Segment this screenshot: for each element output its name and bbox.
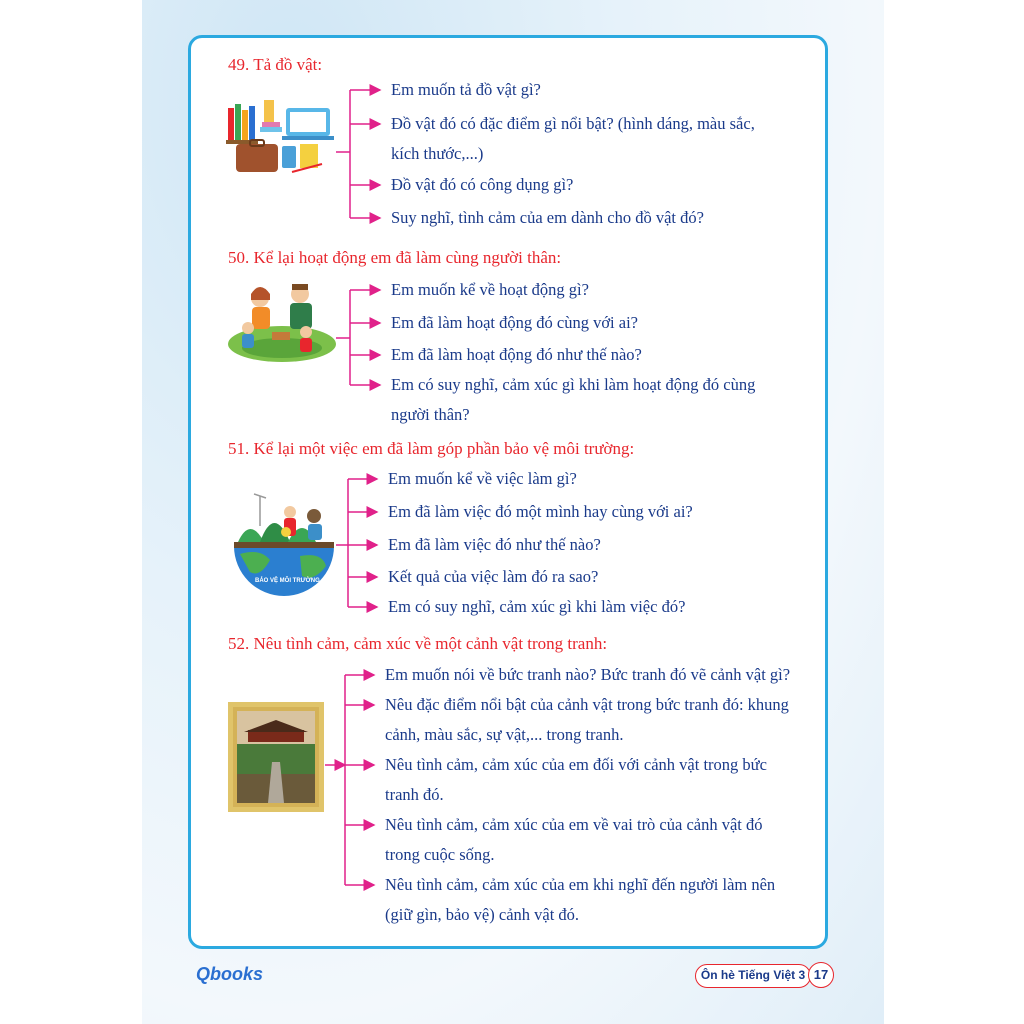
section-51-heading: 51. Kể lại một việc em đã làm góp phần bảo vệ môi trường:: [228, 439, 635, 458]
section-52-item-5: Nêu tình cảm, cảm xúc của em khi nghĩ đến người làm nên (giữ gìn, bảo vệ) cảnh vật đó.: [385, 875, 776, 924]
section-52-heading: 52. Nêu tình cảm, cảm xúc về một cảnh vật trong tranh:: [228, 634, 608, 653]
section-49-heading: 49. Tả đồ vật:: [228, 55, 323, 74]
section-49-item-4: Suy nghĩ, tình cảm của em dành cho đồ vật đó?: [391, 208, 704, 227]
section-51-item-4: Kết quả của việc làm đó ra sao?: [388, 567, 599, 586]
globe-label: BẢO VỆ MÔI TRƯỜNG: [255, 578, 320, 584]
book-title-badge: Ôn hè Tiếng Việt 3: [695, 964, 811, 988]
section-50-heading: 50. Kể lại hoạt động em đã làm cùng người thân:: [228, 248, 562, 267]
section-49-item-3: Đồ vật đó có công dụng gì?: [391, 175, 574, 194]
framed-painting-illustration: [228, 702, 324, 812]
section-50-item-4: Em có suy nghĩ, cảm xúc gì khi làm hoạt động đó cùng người thân?: [391, 375, 756, 424]
page-number: 17: [808, 962, 834, 988]
section-51-item-5: Em có suy nghĩ, cảm xúc gì khi làm việc đó?: [388, 597, 686, 616]
section-52-item-2: Nêu đặc điểm nổi bật của cảnh vật trong bức tranh đó: khung cảnh, màu sắc, sự vật,... trong tranh.: [385, 695, 789, 744]
section-52-item-1: Em muốn nói về bức tranh nào? Bức tranh đó vẽ cảnh vật gì?: [385, 665, 791, 684]
section-52-item-3: Nêu tình cảm, cảm xúc của em đối với cảnh vật trong bức tranh đó.: [385, 755, 767, 804]
section-51-item-1: Em muốn kể về việc làm gì?: [388, 469, 577, 488]
section-51-item-2: Em đã làm việc đó một mình hay cùng với ai?: [388, 502, 693, 521]
section-49-item-1: Em muốn tả đồ vật gì?: [391, 80, 541, 99]
section-49-item-2: Đồ vật đó có đặc điểm gì nổi bật? (hình dáng, màu sắc, kích thước,...): [391, 114, 755, 163]
section-50-item-3: Em đã làm hoạt động đó như thế nào?: [391, 345, 642, 364]
family-picnic-illustration: [226, 280, 338, 364]
qbooks-logo: Qbooks: [196, 964, 264, 984]
section-51-item-3: Em đã làm việc đó như thế nào?: [388, 535, 601, 554]
section-52-item-4: Nêu tình cảm, cảm xúc của em về vai trò của cảnh vật đó trong cuộc sống.: [385, 815, 763, 864]
section-50-item-1: Em muốn kể về hoạt động gì?: [391, 280, 589, 299]
school-supplies-illustration: [226, 96, 338, 176]
section-50-item-2: Em đã làm hoạt động đó cùng với ai?: [391, 313, 639, 332]
